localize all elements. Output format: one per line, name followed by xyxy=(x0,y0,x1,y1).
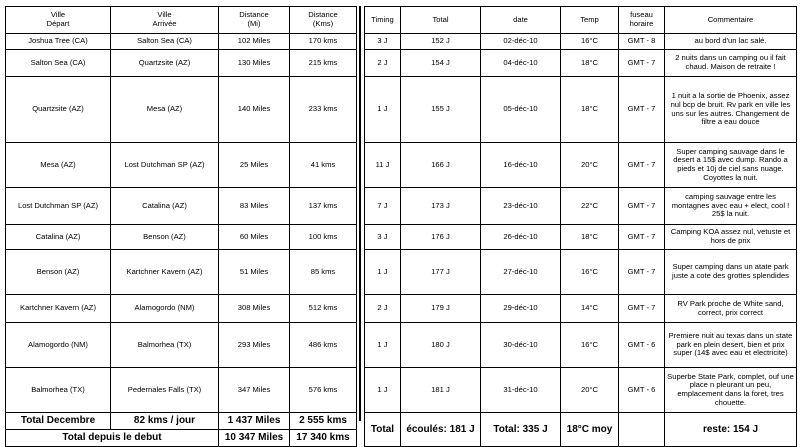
cell-total: 176 J xyxy=(401,225,481,250)
cell-gmt: GMT - 7 xyxy=(619,188,665,225)
cell-kms: 41 kms xyxy=(290,143,357,188)
cell-arrivee: Benson (AZ) xyxy=(111,225,219,250)
cell-date: 29-déc-10 xyxy=(481,295,561,323)
cell-total: 155 J xyxy=(401,77,481,143)
cell-date: 27-déc-10 xyxy=(481,250,561,295)
header-total: Total xyxy=(401,7,481,34)
table-divider xyxy=(359,6,361,421)
distance-table xyxy=(5,6,357,447)
cell-depart: Mesa (AZ) xyxy=(6,143,111,188)
cell-timing: 1 J xyxy=(365,250,401,295)
cell-gmt: GMT - 6 xyxy=(619,368,665,413)
distance-table-header xyxy=(6,7,357,34)
total-month-label: Total Decembre xyxy=(6,413,111,430)
cell-temp: 14°C xyxy=(561,295,619,323)
table-row xyxy=(365,295,797,323)
totals-empty xyxy=(619,413,665,447)
total-month-miles: 1 437 Miles xyxy=(219,413,290,430)
header-commentaire: Commentaire xyxy=(665,7,797,34)
cell-miles: 293 Miles xyxy=(219,323,290,368)
cell-arrivee: Balmorhea (TX) xyxy=(111,323,219,368)
cell-gmt: GMT - 6 xyxy=(619,323,665,368)
cell-depart: Kartchner Kavern (AZ) xyxy=(6,295,111,323)
cell-total: 173 J xyxy=(401,188,481,225)
cell-miles: 25 Miles xyxy=(219,143,290,188)
cell-gmt: GMT - 7 xyxy=(619,77,665,143)
cell-arrivee: Salton Sea (CA) xyxy=(111,34,219,50)
total-start-kms: 17 340 kms xyxy=(290,430,357,447)
cell-depart: Catalina (AZ) xyxy=(6,225,111,250)
cell-comment: Super camping dans un atate park juste a cote des grottes splendides xyxy=(665,250,797,295)
cell-kms: 576 kms xyxy=(290,368,357,413)
table-row xyxy=(6,143,357,188)
cell-date: 30-déc-10 xyxy=(481,323,561,368)
cell-temp: 18°C xyxy=(561,77,619,143)
cell-date: 02-déc-10 xyxy=(481,34,561,50)
cell-temp: 20°C xyxy=(561,143,619,188)
cell-arrivee: Lost Dutchman SP (AZ) xyxy=(111,143,219,188)
cell-temp: 16°C xyxy=(561,250,619,295)
cell-temp: 22°C xyxy=(561,188,619,225)
cell-arrivee: Pedernales Falls (TX) xyxy=(111,368,219,413)
cell-gmt: GMT - 7 xyxy=(619,250,665,295)
table-row xyxy=(365,225,797,250)
cell-kms: 512 kms xyxy=(290,295,357,323)
cell-temp: 18°C xyxy=(561,50,619,77)
cell-timing: 7 J xyxy=(365,188,401,225)
timing-table xyxy=(364,6,797,447)
cell-comment: 2 nuits dans un camping ou il fait chaud. Maison de retraite ! xyxy=(665,50,797,77)
totals-reste: reste: 154 J xyxy=(665,413,797,447)
cell-total: 152 J xyxy=(401,34,481,50)
table-row xyxy=(365,143,797,188)
table-row xyxy=(6,225,357,250)
cell-kms: 233 kms xyxy=(290,77,357,143)
cell-kms: 100 kms xyxy=(290,225,357,250)
cell-comment: Premiere nuit au texas dans un state park en plein desert, bien et prix super (14$ avec eau et electricite) xyxy=(665,323,797,368)
table-row xyxy=(365,50,797,77)
table-row xyxy=(365,188,797,225)
cell-timing: 2 J xyxy=(365,50,401,77)
cell-total: 181 J xyxy=(401,368,481,413)
header-distance-mi: Distance (Mi) xyxy=(219,7,290,34)
cell-timing: 3 J xyxy=(365,225,401,250)
cell-miles: 51 Miles xyxy=(219,250,290,295)
cell-total: 154 J xyxy=(401,50,481,77)
cell-miles: 83 Miles xyxy=(219,188,290,225)
cell-timing: 1 J xyxy=(365,77,401,143)
cell-miles: 130 Miles xyxy=(219,50,290,77)
cell-date: 05-déc-10 xyxy=(481,77,561,143)
cell-kms: 486 kms xyxy=(290,323,357,368)
cell-kms: 170 kms xyxy=(290,34,357,50)
cell-total: 180 J xyxy=(401,323,481,368)
cell-miles: 60 Miles xyxy=(219,225,290,250)
table-row xyxy=(365,250,797,295)
cell-total: 166 J xyxy=(401,143,481,188)
totals-label: Total xyxy=(365,413,401,447)
cell-comment: RV Park proche de White sand, correct, prix correct xyxy=(665,295,797,323)
cell-kms: 85 kms xyxy=(290,250,357,295)
table-row xyxy=(6,368,357,413)
cell-miles: 308 Miles xyxy=(219,295,290,323)
table-row xyxy=(6,295,357,323)
totals-total: Total: 335 J xyxy=(481,413,561,447)
cell-kms: 215 kms xyxy=(290,50,357,77)
cell-arrivee: Alamogordo (NM) xyxy=(111,295,219,323)
cell-date: 26-déc-10 xyxy=(481,225,561,250)
cell-comment: Superbe State Park, complet, ouf une place n pleurant un peu, emplacement dans la foret, tres chouette. xyxy=(665,368,797,413)
timing-table-header xyxy=(365,7,797,34)
table-row xyxy=(365,77,797,143)
cell-arrivee: Kartchner Kavern (AZ) xyxy=(111,250,219,295)
table-row xyxy=(6,250,357,295)
cell-gmt: GMT - 8 xyxy=(619,34,665,50)
cell-depart: Quartzsite (AZ) xyxy=(6,77,111,143)
cell-arrivee: Quartzsite (AZ) xyxy=(111,50,219,77)
header-ville-arrivee: Ville Arrivée xyxy=(111,7,219,34)
cell-temp: 18°C xyxy=(561,225,619,250)
cell-temp: 16°C xyxy=(561,323,619,368)
totals-ecoules: écoulés: 181 J xyxy=(401,413,481,447)
cell-miles: 102 Miles xyxy=(219,34,290,50)
cell-gmt: GMT - 7 xyxy=(619,225,665,250)
cell-date: 16-déc-10 xyxy=(481,143,561,188)
cell-date: 23-déc-10 xyxy=(481,188,561,225)
cell-depart: Lost Dutchman SP (AZ) xyxy=(6,188,111,225)
cell-temp: 20°C xyxy=(561,368,619,413)
cell-comment: Super camping sauvage dans le desert a 15$ avec dump. Rando a pieds et 10j de ciel sans nuage. Coyottes la nuit. xyxy=(665,143,797,188)
cell-total: 177 J xyxy=(401,250,481,295)
cell-comment: camping sauvage entre les montagnes avec eau + elect, cool ! 25$ la nuit. xyxy=(665,188,797,225)
cell-timing: 3 J xyxy=(365,34,401,50)
header-timing: Timing xyxy=(365,7,401,34)
table-row xyxy=(6,77,357,143)
header-ville-depart: Ville Départ xyxy=(6,7,111,34)
cell-miles: 347 Miles xyxy=(219,368,290,413)
cell-arrivee: Mesa (AZ) xyxy=(111,77,219,143)
cell-date: 04-déc-10 xyxy=(481,50,561,77)
cell-comment: au bord d'un lac salé. xyxy=(665,34,797,50)
cell-timing: 11 J xyxy=(365,143,401,188)
cell-total: 179 J xyxy=(401,295,481,323)
total-month-kms: 2 555 kms xyxy=(290,413,357,430)
table-row xyxy=(365,34,797,50)
total-start-miles: 10 347 Miles xyxy=(219,430,290,447)
cell-timing: 2 J xyxy=(365,295,401,323)
table-row xyxy=(365,368,797,413)
cell-timing: 1 J xyxy=(365,368,401,413)
cell-gmt: GMT - 7 xyxy=(619,295,665,323)
cell-depart: Joshua Tree (CA) xyxy=(6,34,111,50)
table-row xyxy=(6,50,357,77)
total-month-per-day: 82 kms / jour xyxy=(111,413,219,430)
cell-arrivee: Catalina (AZ) xyxy=(111,188,219,225)
cell-depart: Balmorhea (TX) xyxy=(6,368,111,413)
totals-temp: 18°C moy xyxy=(561,413,619,447)
table-row xyxy=(6,34,357,50)
table-row xyxy=(365,323,797,368)
cell-kms: 137 kms xyxy=(290,188,357,225)
cell-gmt: GMT - 7 xyxy=(619,143,665,188)
header-fuseau: fuseau horaire xyxy=(619,7,665,34)
totals-row xyxy=(365,413,797,447)
cell-temp: 16°C xyxy=(561,34,619,50)
cell-depart: Benson (AZ) xyxy=(6,250,111,295)
cell-depart: Alamogordo (NM) xyxy=(6,323,111,368)
header-distance-kms: Distance (Kms) xyxy=(290,7,357,34)
cell-depart: Salton Sea (CA) xyxy=(6,50,111,77)
cell-comment: 1 nuit a la sortie de Phoenix, assez nul bcp de bruit. Rv park en ville les uns sur les autres. Changement de filtre a eau douce xyxy=(665,77,797,143)
cell-gmt: GMT - 7 xyxy=(619,50,665,77)
header-temp: Temp xyxy=(561,7,619,34)
header-date: date xyxy=(481,7,561,34)
cell-date: 31-déc-10 xyxy=(481,368,561,413)
total-start-row xyxy=(6,430,357,447)
cell-comment: Camping KOA assez nul, vetuste et hors de prix xyxy=(665,225,797,250)
table-row xyxy=(6,323,357,368)
cell-miles: 140 Miles xyxy=(219,77,290,143)
table-row xyxy=(6,188,357,225)
total-start-label: Total depuis le debut xyxy=(6,430,219,447)
cell-timing: 1 J xyxy=(365,323,401,368)
